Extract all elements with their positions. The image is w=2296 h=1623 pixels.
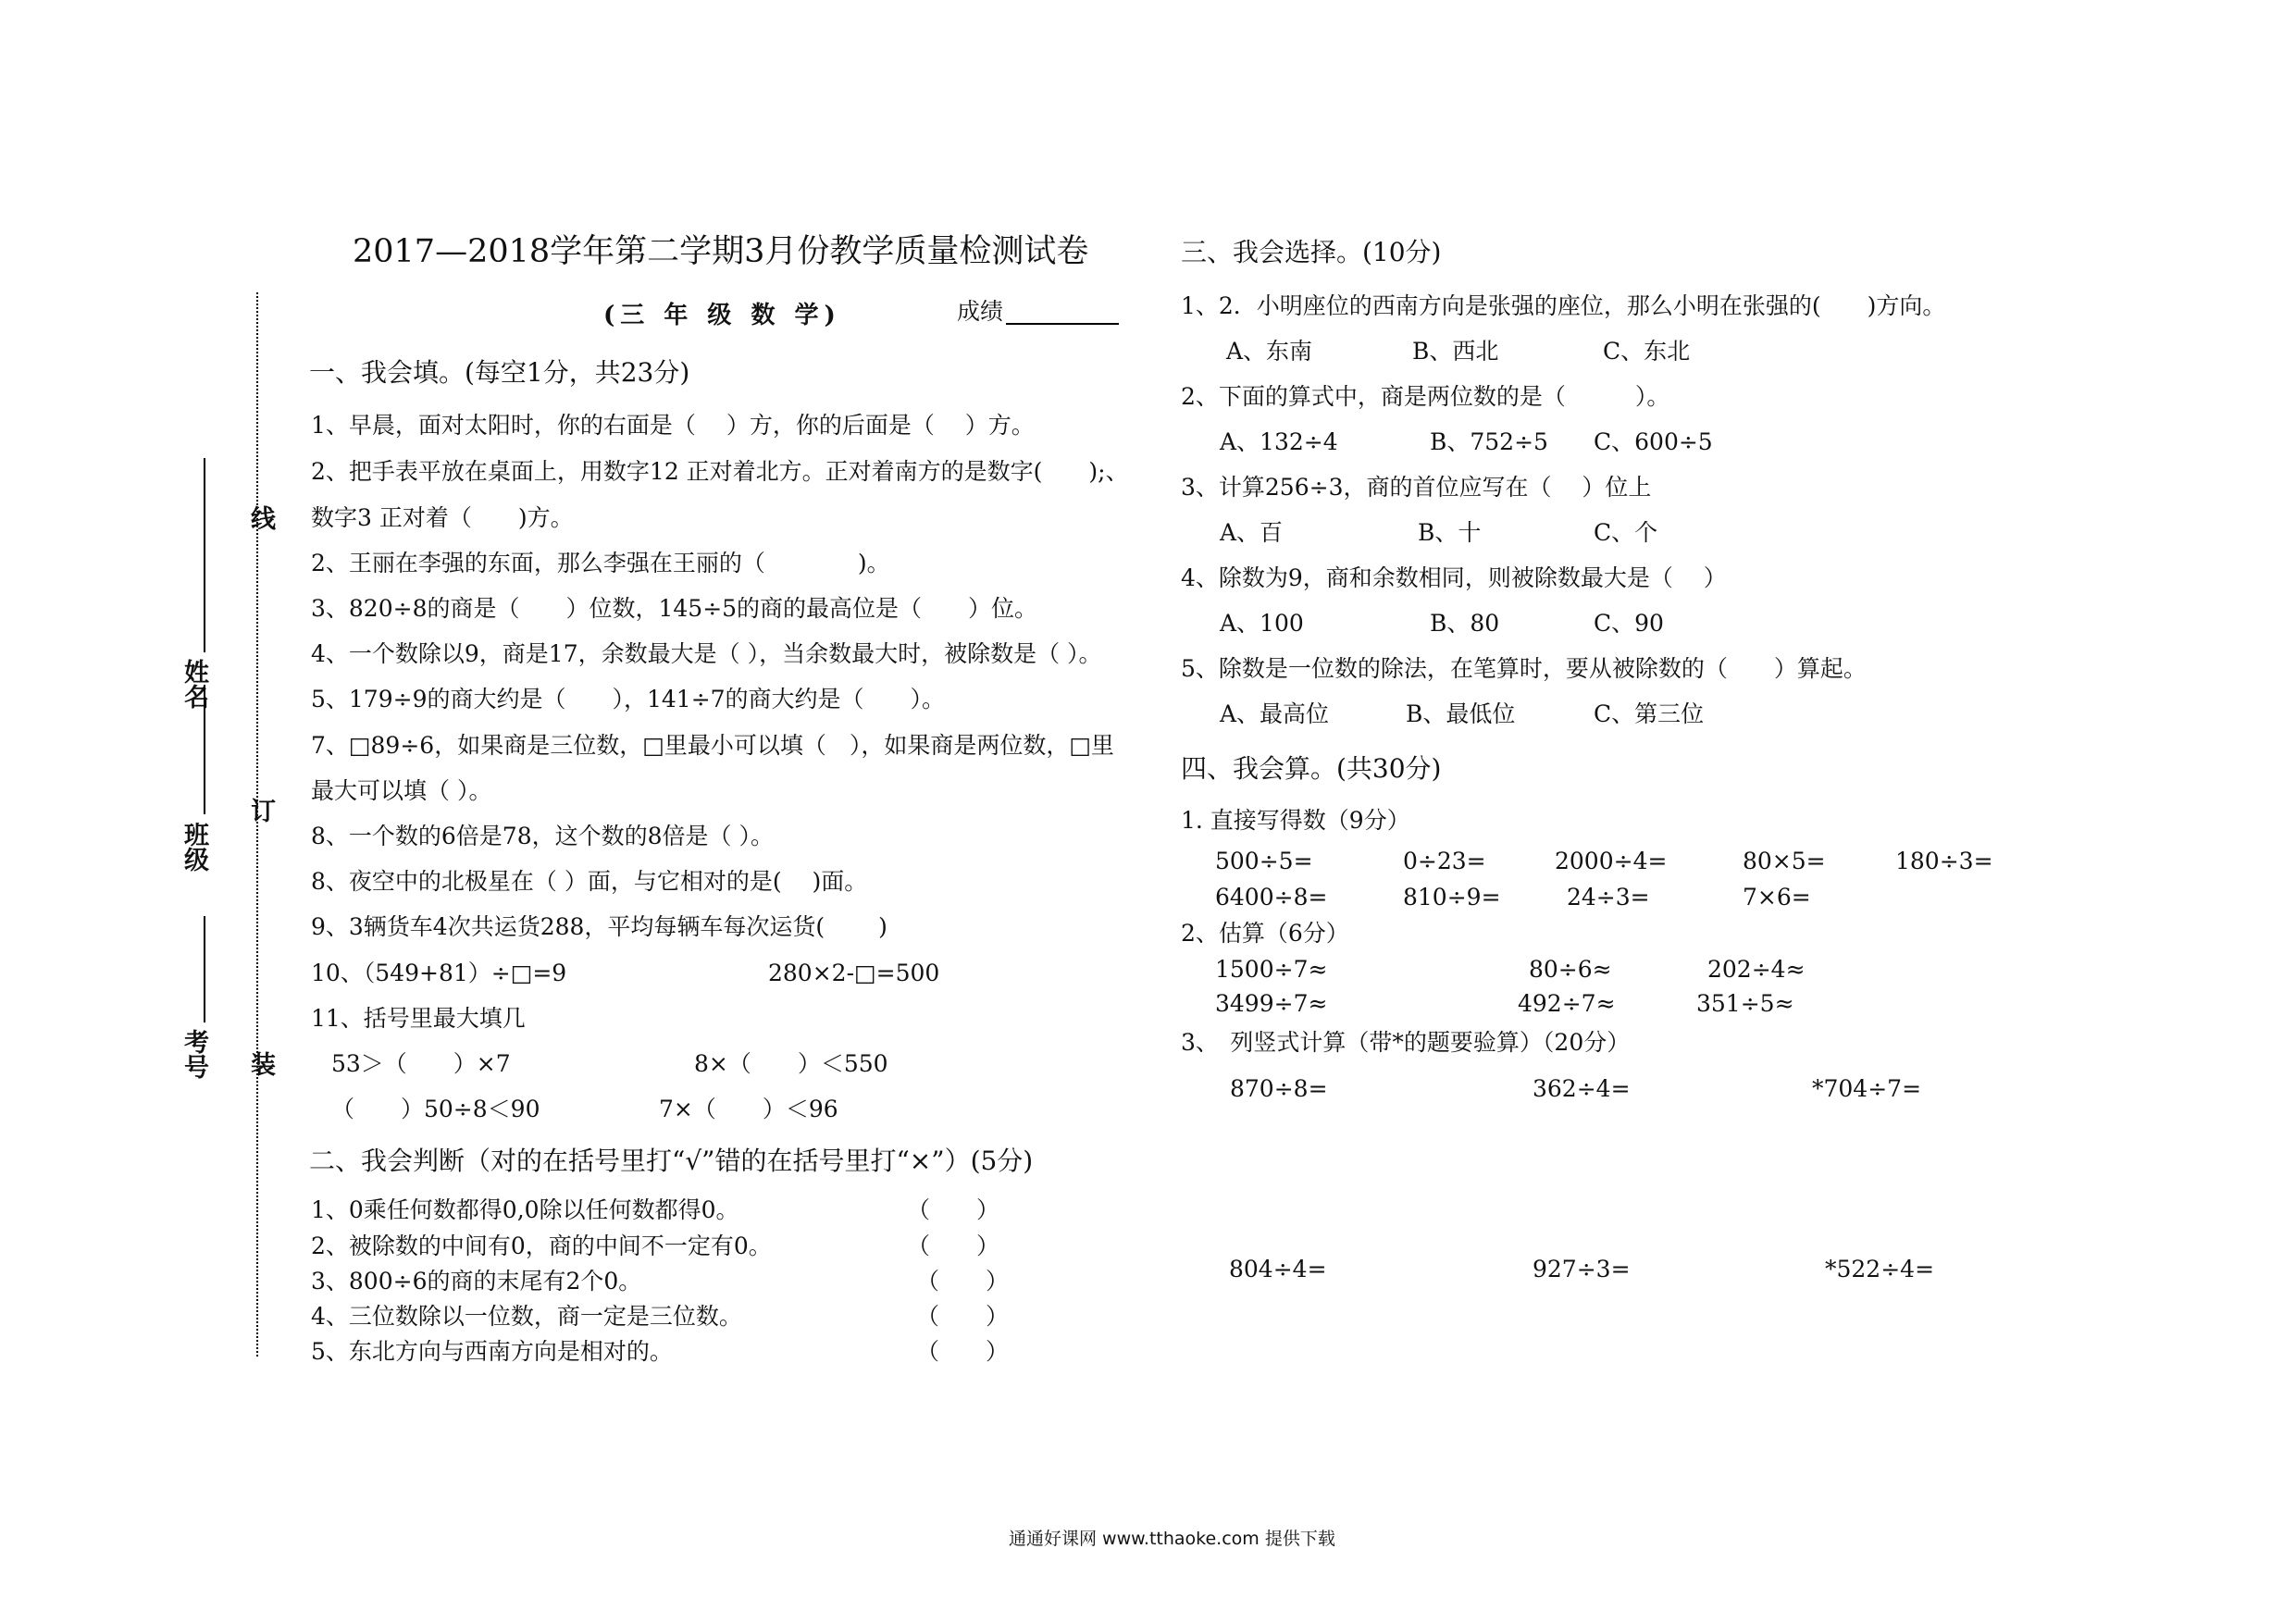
s3-q3: 3、计算256÷3，商的首位应写在（ ）位上 — [1181, 474, 1652, 501]
s2-item: 4、三位数除以一位数，商一定是三位数。 — [311, 1303, 742, 1330]
s3-q4-opt-b: B、80 — [1430, 610, 1500, 637]
s1-item: 数字3 正对着（ )方。 — [311, 504, 574, 531]
s1-item: 最大可以填（ ）。 — [311, 777, 492, 804]
s3-q3-opt-c: C、个 — [1594, 519, 1658, 546]
kaohao-blank-line — [204, 916, 205, 1022]
s1-item: 9、3辆货车4次共运货288，平均每辆车每次运货( ) — [311, 913, 887, 940]
s1-item10-a: 10、（549+81）÷□=9 — [311, 960, 567, 986]
s2-bracket: （ ） — [916, 1268, 1010, 1295]
s4-vertical: *704÷7= — [1812, 1075, 1922, 1102]
s1-item: 8、夜空中的北极星在（ ）面，与它相对的是( )面。 — [311, 868, 868, 895]
s1-item11-title: 11、括号里最大填几 — [311, 1005, 526, 1032]
s2-item: 5、东北方向与西南方向是相对的。 — [311, 1338, 673, 1365]
binding-label-zhuang: 装 — [246, 1051, 275, 1076]
s2-item: 1、0乘任何数都得0,0除以任何数都得0。 — [311, 1196, 739, 1223]
binding-label-banji: 班级 — [180, 822, 208, 872]
s2-item: 2、被除数的中间有0，商的中间不一定有0。 — [311, 1233, 772, 1259]
s3-q2-opt-a: A、132÷4 — [1220, 428, 1338, 455]
s4-calc: 7×6= — [1743, 884, 1811, 911]
section2-title: 二、我会判断（对的在括号里打“√”错的在括号里打“×”）(5分) — [309, 1146, 1034, 1176]
xingming-blank-line — [204, 458, 205, 652]
s3-q3-opt-a: A、百 — [1220, 519, 1284, 546]
s4-est: 80÷6≈ — [1529, 956, 1612, 983]
s4-p1-title: 1. 直接写得数（9分） — [1181, 807, 1410, 834]
section1-title: 一、我会填。(每空1分，共23分) — [309, 357, 690, 388]
s1-item11-d: 7×（ ）＜96 — [659, 1096, 838, 1122]
footer-credit: 通通好课网 www.tthaoke.com 提供下载 — [1009, 1529, 1335, 1549]
s4-calc: 80×5= — [1743, 848, 1826, 874]
s4-vertical: 362÷4= — [1533, 1075, 1631, 1102]
section4-title: 四、我会算。(共30分) — [1181, 753, 1442, 784]
binding-label-kaohao: 考号 — [180, 1029, 208, 1079]
s1-item: 7、□89÷6，如果商是三位数，□里最小可以填（ ），如果商是两位数，□里 — [311, 732, 1114, 759]
binding-label-xingming: 姓名 — [180, 659, 208, 709]
s4-est: 492÷7≈ — [1518, 990, 1616, 1017]
s4-est: 1500÷7≈ — [1215, 956, 1328, 983]
s3-q4-opt-a: A、100 — [1220, 610, 1304, 637]
s2-bracket: （ ） — [907, 1233, 1000, 1259]
s4-vertical: *522÷4= — [1825, 1256, 1935, 1282]
s4-calc: 24÷3= — [1567, 884, 1650, 911]
banji-blank-line — [204, 685, 205, 814]
score-blank — [1006, 323, 1119, 325]
s4-est: 351÷5≈ — [1696, 990, 1794, 1017]
s4-calc: 6400÷8= — [1215, 884, 1328, 911]
s3-q5-opt-b: B、最低位 — [1406, 700, 1516, 727]
s3-q5-opt-a: A、最高位 — [1220, 700, 1330, 727]
s4-vertical: 927÷3= — [1533, 1256, 1631, 1282]
s3-q1-opt-c: C、东北 — [1603, 338, 1691, 365]
s4-p3-title: 3、 列竖式计算（带*的题要验算）（20分） — [1181, 1029, 1631, 1056]
s4-est: 202÷4≈ — [1707, 956, 1806, 983]
score-label: 成绩 — [957, 298, 1004, 325]
s3-q1: 1、2．小明座位的西南方向是张强的座位，那么小明在张强的( )方向。 — [1181, 292, 1946, 319]
exam-subtitle: (三 年 级 数 学) — [603, 302, 841, 329]
s3-q4-opt-c: C、90 — [1594, 610, 1664, 637]
s4-vertical: 804÷4= — [1229, 1256, 1327, 1282]
s4-vertical: 870÷8= — [1230, 1075, 1328, 1102]
binding-label-xian: 线 — [246, 505, 275, 530]
s1-item: 4、一个数除以9，商是17，余数最大是（ ），当余数最大时，被除数是（ ）。 — [311, 640, 1102, 667]
s3-q1-opt-a: A、东南 — [1226, 338, 1313, 365]
s3-q2: 2、下面的算式中，商是两位数的是（ ）。 — [1181, 383, 1670, 410]
s3-q3-opt-b: B、十 — [1418, 519, 1482, 546]
section3-title: 三、我会选择。(10分) — [1181, 237, 1442, 267]
s1-item: 3、820÷8的商是（ ）位数，145÷5的商的最高位是（ ）位。 — [311, 595, 1038, 622]
binding-label-ding: 订 — [246, 798, 275, 823]
s4-calc: 0÷23= — [1403, 848, 1486, 874]
s1-item11-c: （ ）50÷8＜90 — [331, 1096, 540, 1122]
s4-calc: 810÷9= — [1403, 884, 1501, 911]
s3-q2-opt-b: B、752÷5 — [1430, 428, 1548, 455]
s3-q4: 4、除数为9，商和余数相同，则被除数最大是（ ） — [1181, 564, 1727, 591]
s1-item10-b: 280×2-□=500 — [768, 960, 940, 986]
s4-calc: 2000÷4= — [1555, 848, 1668, 874]
s2-bracket: （ ） — [907, 1196, 1000, 1223]
s3-q2-opt-c: C、600÷5 — [1594, 428, 1713, 455]
s1-item: 8、一个数的6倍是78，这个数的8倍是（ ）。 — [311, 823, 774, 849]
exam-title: 2017—2018学年第二学期3月份教学质量检测试卷 — [353, 233, 1089, 270]
s1-item: 2、王丽在李强的东面，那么李强在王丽的（ )。 — [311, 550, 890, 576]
s1-item: 1、早晨，面对太阳时，你的右面是（ ）方，你的后面是（ ）方。 — [311, 412, 1035, 439]
binding-dotted-line — [256, 292, 258, 1357]
s4-est: 3499÷7≈ — [1215, 990, 1328, 1017]
s1-item11-b: 8×（ ）＜550 — [694, 1050, 888, 1077]
s4-p2-title: 2、估算（6分） — [1181, 920, 1349, 947]
s1-item: 5、179÷9的商大约是（ ），141÷7的商大约是（ ）。 — [311, 686, 946, 712]
s2-bracket: （ ） — [916, 1338, 1010, 1365]
s2-item: 3、800÷6的商的末尾有2个0。 — [311, 1268, 642, 1295]
s4-calc: 500÷5= — [1215, 848, 1313, 874]
s2-bracket: （ ） — [916, 1303, 1010, 1330]
s1-item11-a: 53＞（ ）×7 — [331, 1050, 511, 1077]
s4-calc: 180÷3= — [1895, 848, 1993, 874]
s3-q5: 5、除数是一位数的除法，在笔算时，要从被除数的（ ）算起。 — [1181, 655, 1867, 682]
s1-item: 2、把手表平放在桌面上，用数字12 正对着北方。正对着南方的是数字( );、 — [311, 458, 1129, 485]
s3-q5-opt-c: C、第三位 — [1594, 700, 1705, 727]
s3-q1-opt-b: B、西北 — [1412, 338, 1499, 365]
